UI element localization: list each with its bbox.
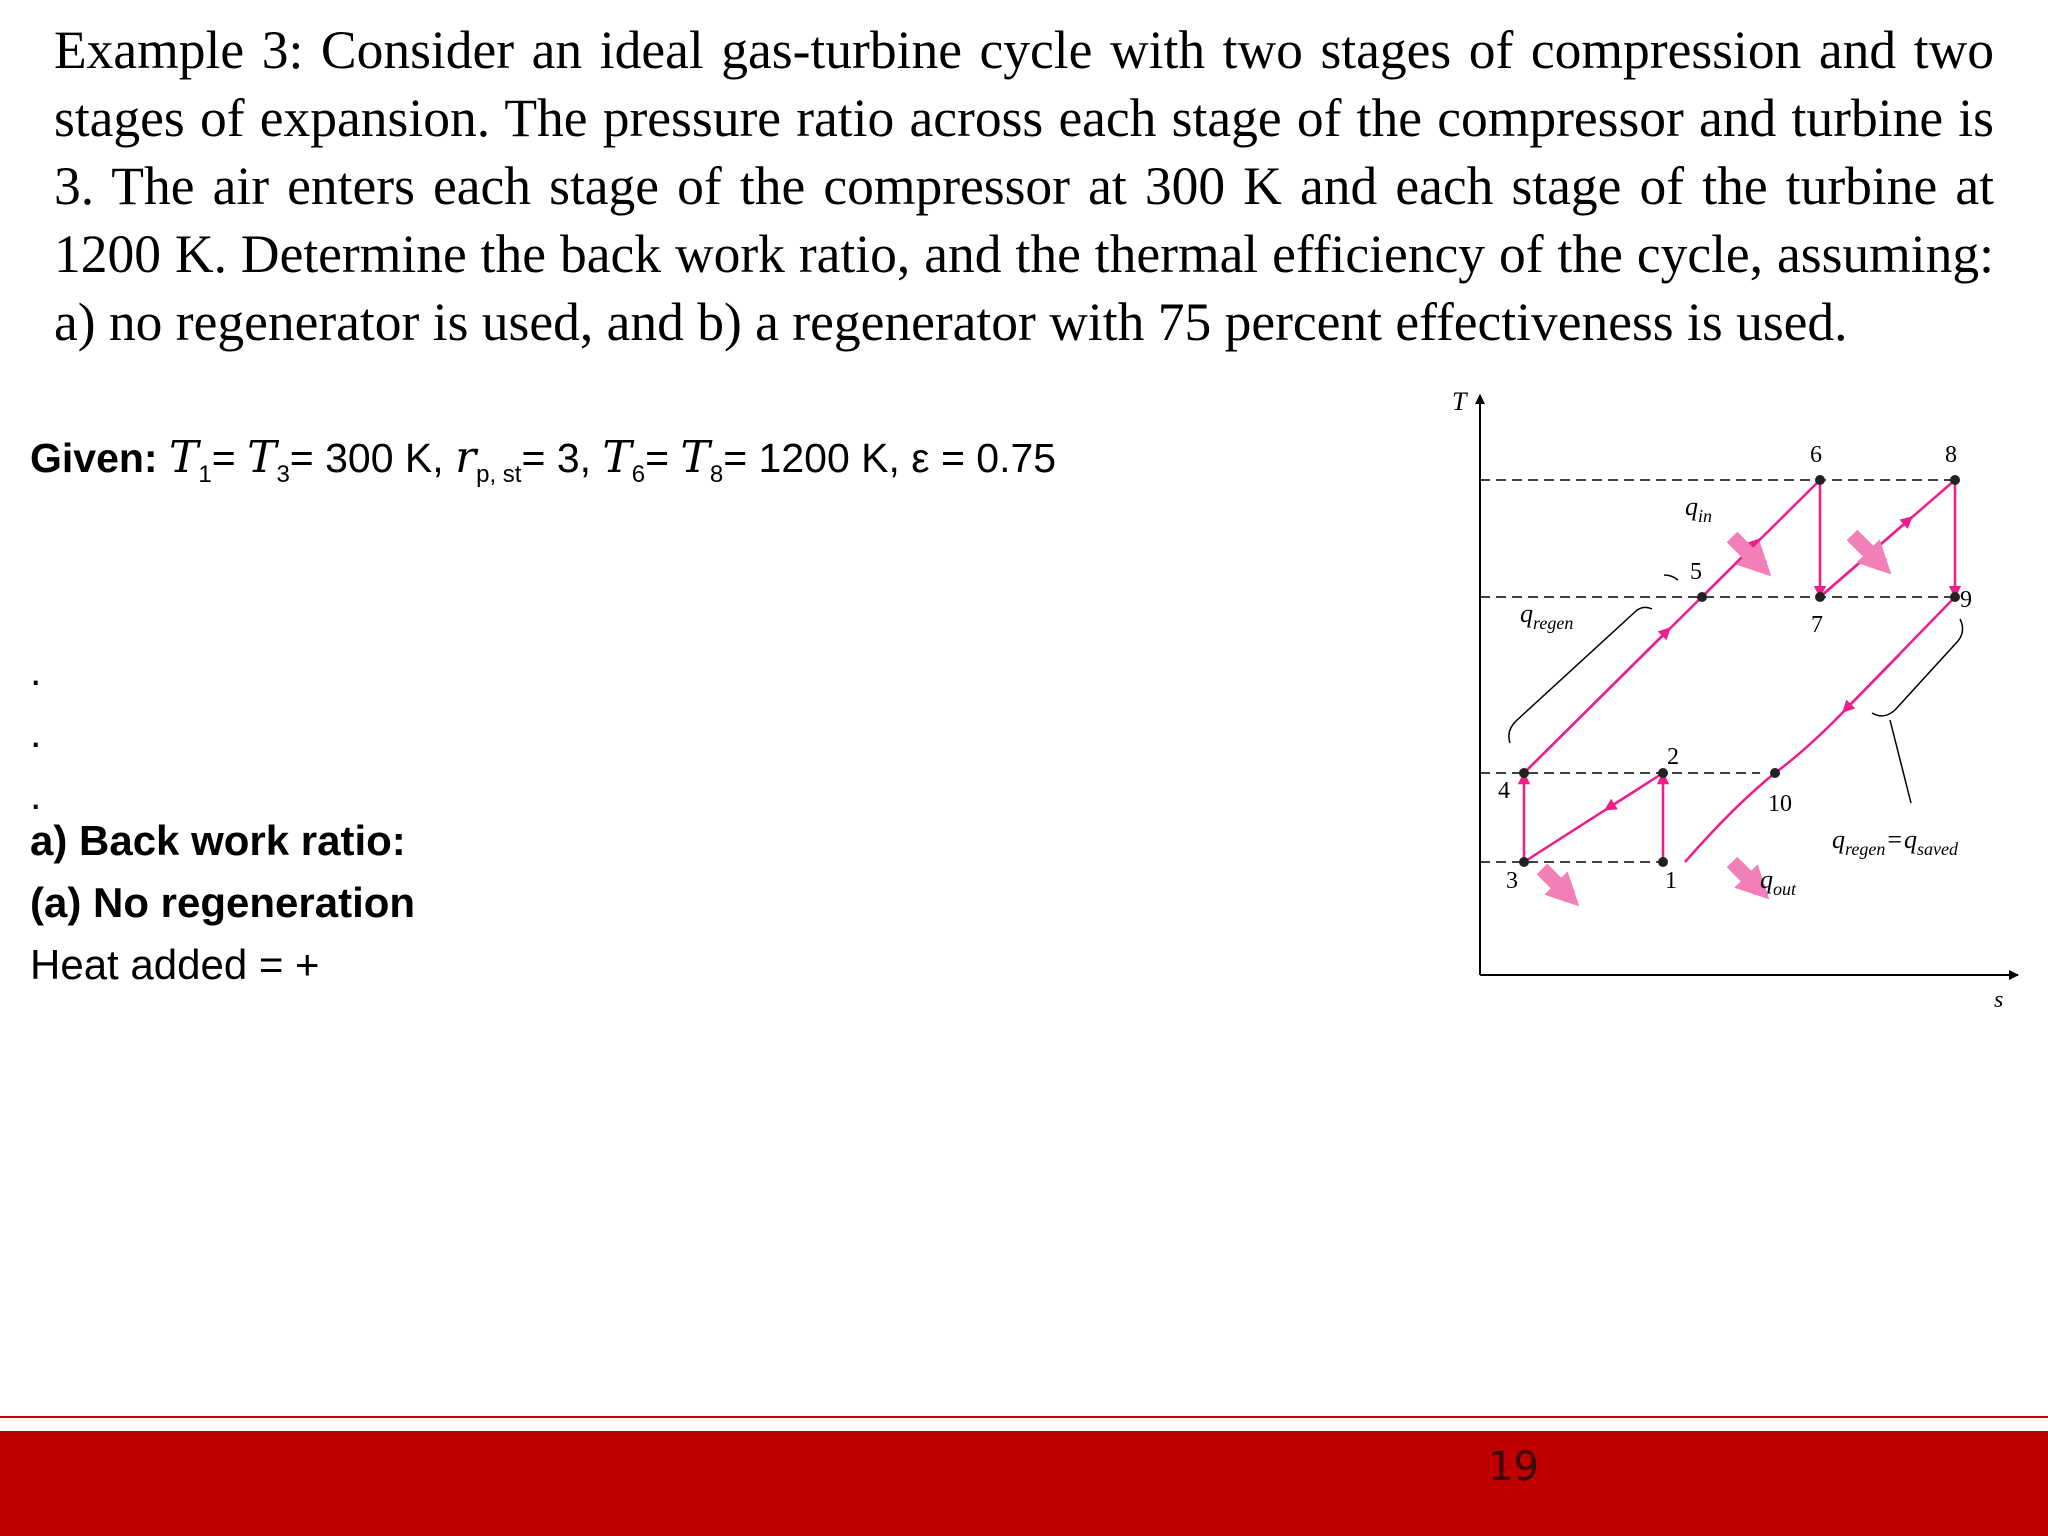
state-7: 7: [1811, 612, 1823, 638]
heat-arrows: [1542, 535, 1882, 897]
state-3: 3: [1506, 868, 1518, 894]
process-2-3-arrow: [1605, 788, 1640, 810]
given-line: Given: $T_1= T_3= 300$ K, $r_{p, st}= 3$, $T_6= T_8= 1200$ K, ε = 0.75: [30, 432, 1057, 488]
state-6: 6: [1810, 442, 1822, 468]
state-2: 2: [1667, 744, 1679, 770]
given-label: Given:: [30, 435, 158, 481]
page-number: 19: [1488, 1444, 1539, 1490]
t-axis-label: T: [1452, 387, 1467, 416]
state-5: 5: [1690, 559, 1702, 585]
q-in-label: $q_{in}$: [1685, 492, 1713, 526]
state-8: 8: [1945, 442, 1957, 468]
footer-bar: [0, 1431, 2048, 1536]
state-1: 1: [1665, 868, 1677, 894]
solution-section: [30, 810, 415, 996]
heat-added-line: Heat added = +: [30, 941, 320, 988]
q-out-label: $q_{out}$: [1760, 865, 1797, 899]
state-4: 4: [1498, 778, 1510, 804]
ellipsis-dots: . . .: [30, 648, 42, 818]
no-regeneration-heading: (a) No regeneration: [30, 879, 416, 926]
state-9: 9: [1960, 587, 1972, 613]
process-2-3: [1524, 773, 1663, 862]
s-axis-label: s: [1994, 987, 2004, 1013]
q-regen-label: $q_{regen}$: [1520, 599, 1574, 633]
process-4-5-arrow: [1524, 628, 1670, 773]
regen-brackets: [1509, 575, 1963, 803]
back-work-heading: a) Back work ratio:: [30, 817, 406, 864]
ts-diagram: [1380, 375, 2040, 1035]
process-9-10-arrow: [1843, 654, 1900, 712]
state-10: 10: [1768, 791, 1792, 817]
q-regen-equals-q-saved-label: $q_{regen}=q_{saved}$: [1832, 825, 1958, 859]
problem-statement: Example 3: Consider an ideal gas-turbine cycle with two stages of compression and two stages of expansion. The pressure ratio across each stage of the compressor and turbine is 3. The air enters each stage of the compressor at 300 K and each stage of the turbine at 1200 K. Determine the back work ratio, and the thermal efficiency of the cycle, assuming: a) no regenerator is used, and b) a regenerator with 75 percent effectiveness is used.: [54, 20, 1994, 352]
footer-rule: [0, 1416, 2048, 1418]
